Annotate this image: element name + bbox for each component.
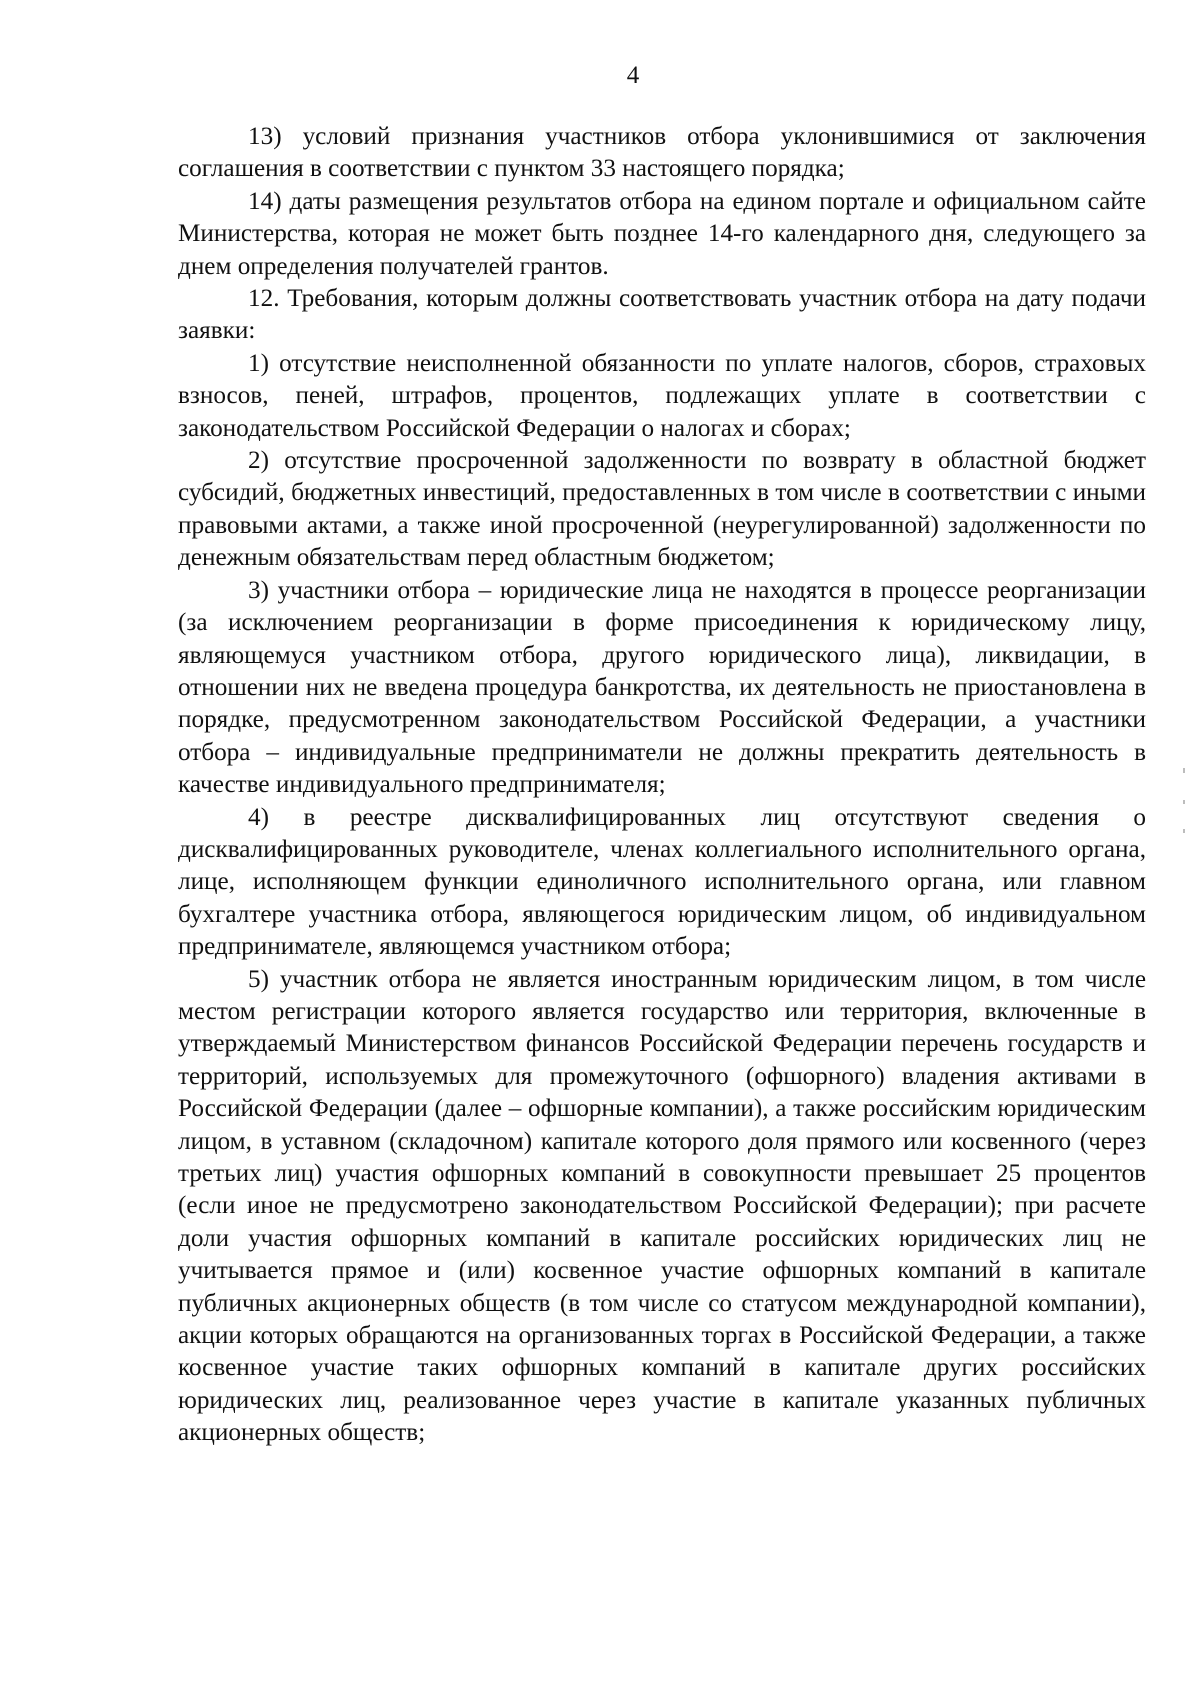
page-number: 4 bbox=[626, 62, 640, 89]
scan-artifact-mark bbox=[1183, 800, 1185, 804]
scan-artifact-mark bbox=[1183, 768, 1185, 773]
scan-artifact-mark bbox=[1183, 829, 1185, 833]
paragraph-requirement-3: 3) участники отбора – юридические лица не находятся в процессе реорганизации (за исключением реорганизации в форме присоединения к юридическому лицу, являющемуся участником отбора, другого юридического лица), ликвидации, в отношении них не введена процедура банкротства, их деятельность не приостановлена в порядке, предусмотренном законодательством Российской Федерации, а участники отбора – индивидуальные предприниматели не должны прекратить деятельность в качестве индивидуального предпринимателя; bbox=[178, 576, 1146, 799]
paragraph-requirement-2: 2) отсутствие просроченной задолженности по возврату в областной бюджет субсидий, бюджетных инвестиций, предоставленных в том числе в соответствии с иными правовыми актами, а также иной просроченной (неурегулированной) задолженности по денежным обязательствам перед областным бюджетом; bbox=[178, 447, 1146, 572]
paragraph-section-12: 12. Требования, которым должны соответствовать участник отбора на дату подачи заявки: bbox=[178, 285, 1146, 345]
paragraph-item-14: 14) даты размещения результатов отбора на едином портале и официальном сайте Министерства, которая не может быть позднее 14-го календарного дня, следующего за днем определения получателей грантов. bbox=[178, 187, 1146, 280]
document-body bbox=[178, 121, 1146, 1450]
paragraph-requirement-1: 1) отсутствие неисполненной обязанности по уплате налогов, сборов, страховых взносов, пеней, штрафов, процентов, подлежащих уплате в соответствии с законодательством Российской Федерации о налогах и сборах; bbox=[178, 349, 1146, 442]
paragraph-requirement-4: 4) в реестре дисквалифицированных лиц отсутствуют сведения о дисквалифицированных руководителе, членах коллегиального исполнительного органа, лице, исполняющем функции единоличного исполнительного органа, или главном бухгалтере участника отбора, являющегося юридическим лицом, об индивидуальном предпринимателе, являющемся участником отбора; bbox=[178, 803, 1146, 961]
paragraph-requirement-5: 5) участник отбора не является иностранным юридическим лицом, в том числе местом регистрации которого является государство или территория, включенные в утверждаемый Министерством финансов Российской Федерации перечень государств и территорий, используемых для промежуточного (офшорного) владения активами в Российской Федерации (далее – офшорные компании), а также российским юридическим лицом, в уставном (складочном) капитале которого доля прямого или косвенного (через третьих лиц) участия офшорных компаний в совокупности превышает 25 процентов (если иное не предусмотрено законодательством Российской Федерации); при расчете доли участия офшорных компаний в капитале российских юридических лиц не учитывается прямое и (или) косвенное участие офшорных компаний в капитале публичных акционерных обществ (в том числе со статусом международной компании), акции которых обращаются на организованных торгах в Российской Федерации, а также косвенное участие таких офшорных компаний в капитале других российских юридических лиц, реализованное через участие в капитале указанных публичных акционерных обществ; bbox=[178, 965, 1146, 1447]
paragraph-item-13: 13) условий признания участников отбора уклонившимися от заключения соглашения в соответствии с пунктом 33 настоящего порядка; bbox=[178, 123, 1146, 183]
